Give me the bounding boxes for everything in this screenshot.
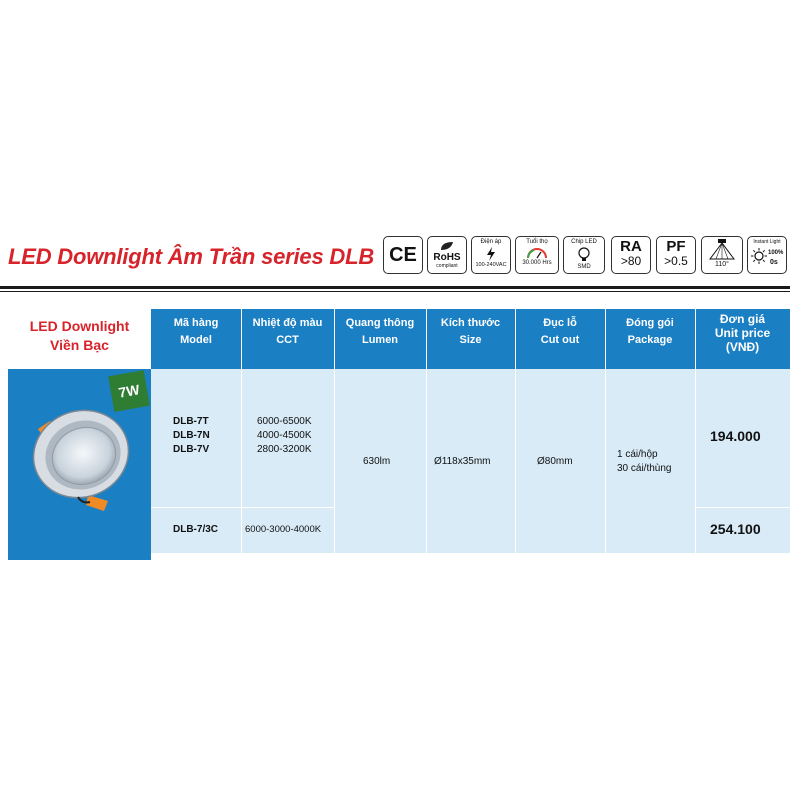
cct-7v: 2800-3200K	[257, 444, 312, 455]
product-name-line2: Viền Bạc	[50, 337, 109, 353]
header-package	[605, 309, 695, 369]
cct-7n: 4000-4500K	[257, 430, 312, 441]
pf-value: >0.5	[664, 254, 688, 268]
header-lumen-vi: Quang thông	[345, 317, 415, 329]
beam-angle-icon	[707, 239, 737, 261]
cutout-value: Ø80mm	[537, 456, 573, 467]
package-value	[617, 448, 672, 476]
beam-angle-badge	[701, 236, 743, 274]
header-price-vi: Đơn giá	[719, 312, 766, 326]
pf-badge	[656, 236, 696, 274]
header-size-en: Size	[459, 334, 482, 346]
model-7t: DLB-7T	[173, 416, 209, 427]
header-price-unit: (VNĐ)	[725, 340, 760, 354]
col-divider	[515, 309, 516, 553]
voltage-badge	[471, 236, 511, 274]
model-list	[173, 415, 210, 457]
header-cct-en: CCT	[276, 334, 299, 346]
header-package-vi: Đóng gói	[626, 317, 674, 329]
header-lumen-en: Lumen	[361, 334, 399, 346]
separator-thin	[0, 291, 790, 292]
col-divider	[605, 309, 606, 553]
instant-value: 100%	[768, 250, 784, 256]
lifetime-badge	[515, 236, 559, 274]
chip-value: SMD	[577, 264, 591, 270]
pf-label: PF	[666, 238, 686, 255]
size-value: Ø118x35mm	[434, 456, 491, 467]
package-line1: 1 cái/hộp	[617, 449, 658, 460]
voltage-label: Điện áp	[480, 239, 502, 245]
header-price	[695, 309, 790, 369]
header-cutout-en: Cut out	[540, 334, 580, 346]
col-divider	[241, 309, 242, 553]
package-line2: 30 cái/thùng	[617, 463, 672, 474]
header-model-en: Model	[180, 334, 212, 346]
lifetime-value: 30.000 Hrs	[522, 260, 552, 266]
header-cutout	[515, 309, 605, 369]
ra-value: >80	[620, 254, 642, 268]
header-model	[151, 309, 241, 369]
chip-badge	[563, 236, 605, 274]
col-divider	[695, 309, 696, 553]
instant-label: Instant Light	[753, 239, 781, 245]
header-cct-vi: Nhiệt độ màu	[252, 317, 323, 329]
lumen-value: 630lm	[363, 456, 391, 467]
product-name	[8, 309, 151, 369]
power-badge	[108, 370, 150, 412]
product-name-line1: LED Downlight	[29, 318, 130, 334]
cct-7t: 6000-6500K	[257, 416, 312, 427]
model-7n: DLB-7N	[173, 430, 210, 441]
ce-badge	[383, 236, 423, 274]
ce-mark: CE	[389, 244, 417, 266]
model-7v: DLB-7V	[173, 444, 210, 455]
header-model-vi: Mã hàng	[173, 317, 219, 329]
sun-icon	[751, 248, 767, 264]
power-badge-text: 7W	[117, 381, 141, 401]
header-lumen	[334, 309, 426, 369]
cct-list	[257, 415, 312, 457]
row-divider-bottom	[151, 553, 790, 554]
row-divider	[695, 507, 790, 508]
instant-sub: 0s	[770, 259, 778, 266]
model-3c: DLB-7/3C	[173, 524, 219, 535]
instant-light-badge	[747, 236, 787, 274]
price-3c: 254.100	[710, 521, 761, 537]
rohs-text: RoHS	[433, 252, 461, 263]
lifetime-label: Tuổi thọ	[526, 239, 548, 245]
leaf-icon	[439, 240, 455, 252]
voltage-value: 100-240VAC	[475, 262, 507, 268]
rohs-badge	[427, 236, 467, 274]
lightning-icon	[484, 247, 498, 261]
header-cutout-vi: Đục lỗ	[543, 317, 577, 329]
header-size	[426, 309, 515, 369]
price-standard: 194.000	[710, 428, 761, 444]
rohs-sub: compliant	[436, 263, 458, 269]
product-image-cell	[8, 369, 151, 560]
chip-label: Chip LED	[571, 239, 597, 245]
bulb-icon	[578, 247, 590, 263]
row-divider	[151, 507, 334, 508]
header-size-vi: Kích thước	[440, 317, 501, 329]
beam-angle-value: 110°	[715, 261, 729, 268]
cct-3c: 6000-3000-4000K	[245, 524, 322, 535]
ra-badge	[611, 236, 651, 274]
separator-top	[0, 286, 790, 289]
header-cct	[241, 309, 334, 369]
gauge-icon	[526, 247, 548, 259]
page-title: LED Downlight Âm Trần series DLB	[8, 244, 375, 269]
header-price-en: Unit price	[714, 326, 771, 340]
ra-label: RA	[620, 238, 642, 255]
header-package-en: Package	[627, 334, 673, 346]
col-divider	[334, 309, 335, 553]
col-divider	[426, 309, 427, 553]
